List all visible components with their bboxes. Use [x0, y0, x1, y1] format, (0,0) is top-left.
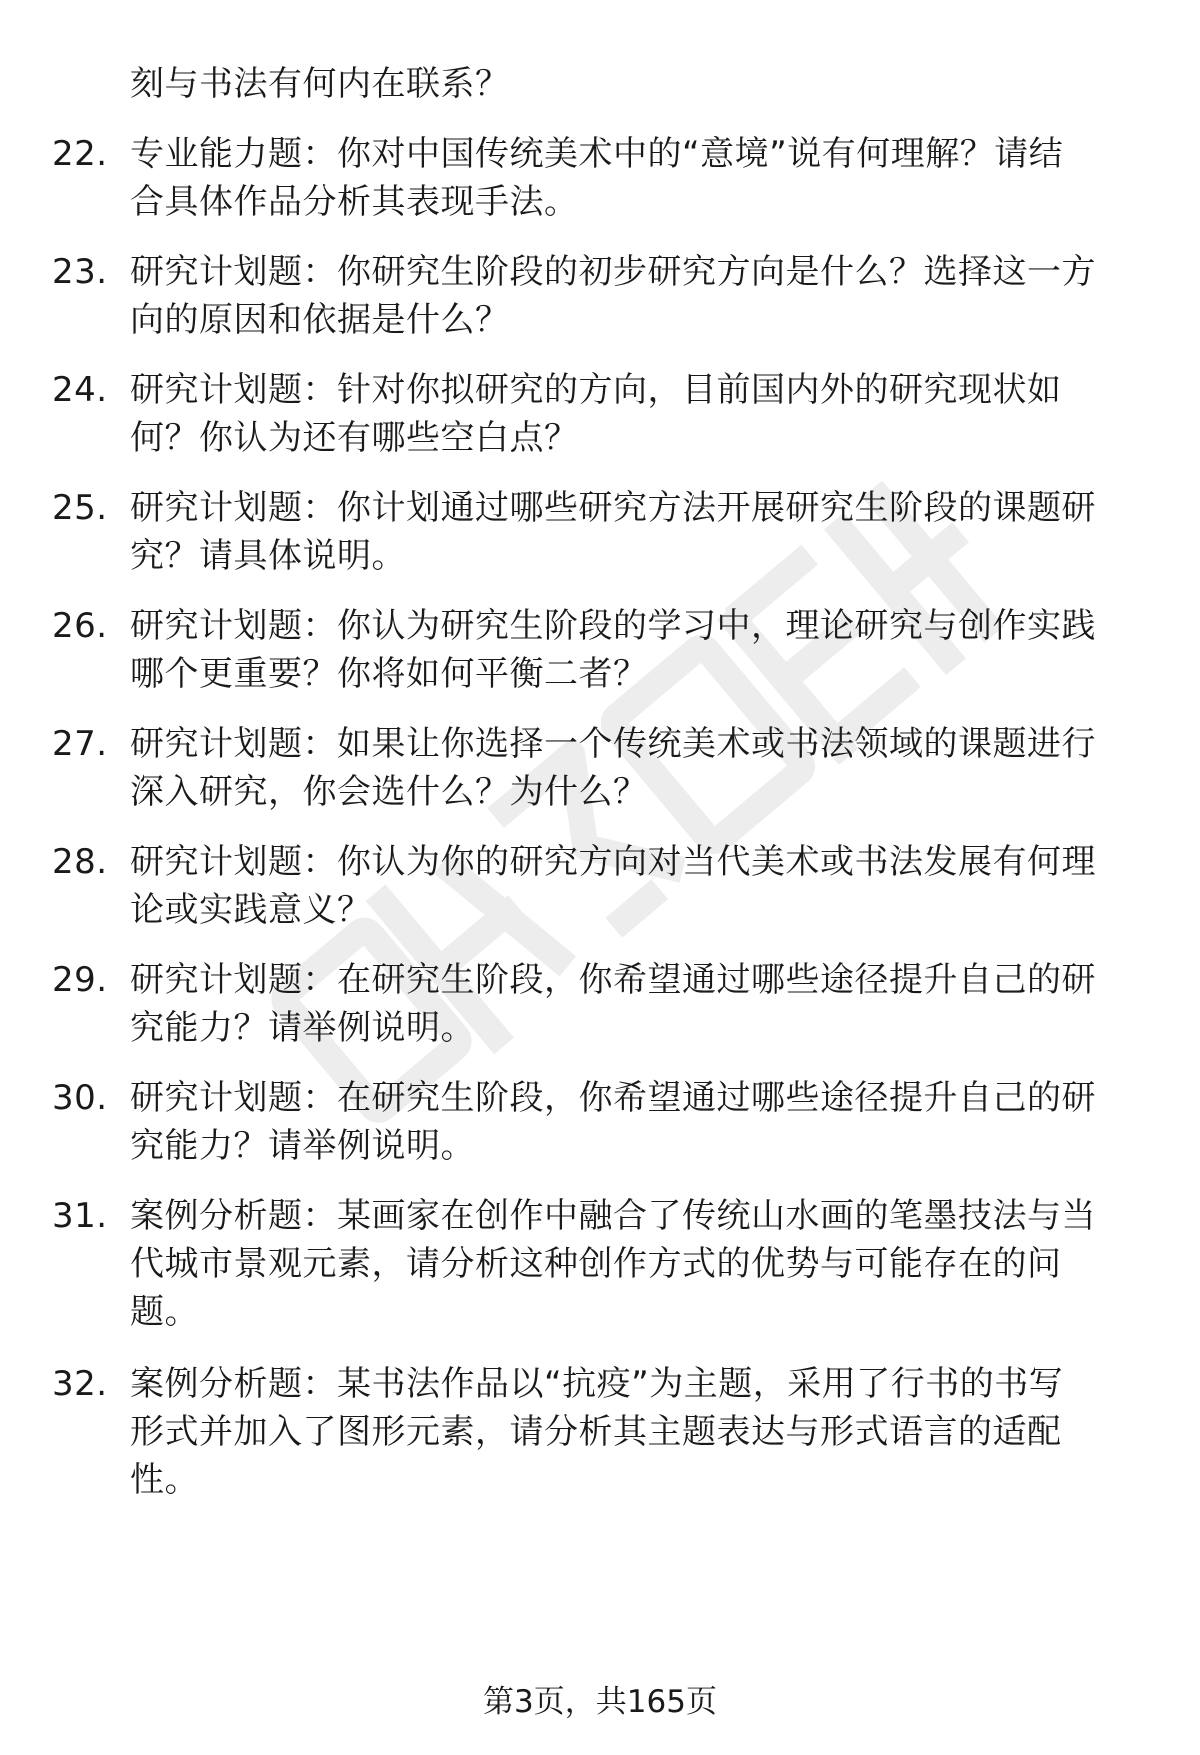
question-text	[130, 248, 1140, 344]
question-number: 30.	[52, 1078, 108, 1118]
question-text	[130, 838, 1140, 934]
question-text	[130, 130, 1140, 226]
question-line: 案例分析题：某书法作品以“抗疫”为主题，采用了行书的书写	[130, 1364, 1064, 1404]
continuation-text: 刻与书法有何内在联系？	[130, 64, 510, 104]
question-line: 何？你认为还有哪些空白点？	[130, 418, 579, 458]
question-line: 合具体作品分析其表现手法。	[130, 182, 579, 222]
question-line: 代城市景观元素，请分析这种创作方式的优势与可能存在的问	[130, 1244, 1062, 1284]
question-line: 案例分析题：某画家在创作中融合了传统山水画的笔墨技法与当	[130, 1196, 1096, 1236]
question-line: 性。	[130, 1460, 199, 1500]
question-line: 究？请具体说明。	[130, 536, 406, 576]
question-line: 题。	[130, 1292, 199, 1332]
question-line: 论或实践意义？	[130, 890, 372, 930]
question-number: 24.	[52, 370, 108, 410]
question-line: 研究计划题：在研究生阶段，你希望通过哪些途径提升自己的研	[130, 1078, 1096, 1118]
question-line: 形式并加入了图形元素，请分析其主题表达与形式语言的适配	[130, 1412, 1062, 1452]
question-line: 研究计划题：你计划通过哪些研究方法开展研究生阶段的课题研	[130, 488, 1096, 528]
question-text	[130, 1360, 1140, 1504]
question-number: 26.	[52, 606, 108, 646]
question-line: 研究计划题：你研究生阶段的初步研究方向是什么？选择这一方	[130, 252, 1096, 292]
question-line: 究能力？请举例说明。	[130, 1126, 475, 1166]
question-line: 研究计划题：针对你拟研究的方向，目前国内外的研究现状如	[130, 370, 1062, 410]
question-number: 27.	[52, 724, 108, 764]
question-text	[130, 1074, 1140, 1170]
question-text	[130, 602, 1140, 698]
question-line: 究能力？请举例说明。	[130, 1008, 475, 1048]
question-line: 研究计划题：在研究生阶段，你希望通过哪些途径提升自己的研	[130, 960, 1096, 1000]
question-text	[130, 956, 1140, 1052]
question-number: 22.	[52, 134, 108, 174]
question-text	[130, 366, 1140, 462]
question-text	[130, 484, 1140, 580]
question-number: 32.	[52, 1364, 108, 1404]
question-line: 研究计划题：你认为你的研究方向对当代美术或书法发展有何理	[130, 842, 1096, 882]
question-number: 23.	[52, 252, 108, 292]
question-number: 28.	[52, 842, 108, 882]
question-line: 深入研究，你会选什么？为什么？	[130, 772, 648, 812]
question-number: 31.	[52, 1196, 108, 1236]
question-line: 哪个更重要？你将如何平衡二者？	[130, 654, 648, 694]
question-line: 向的原因和依据是什么？	[130, 300, 510, 340]
page-footer: 第3页，共165页	[483, 1684, 717, 1720]
question-text	[130, 720, 1140, 816]
question-line: 专业能力题：你对中国传统美术中的“意境”说有何理解？请结	[130, 134, 1064, 174]
question-text	[130, 1192, 1140, 1336]
question-line: 研究计划题：如果让你选择一个传统美术或书法领域的课题进行	[130, 724, 1096, 764]
question-line: 研究计划题：你认为研究生阶段的学习中，理论研究与创作实践	[130, 606, 1096, 646]
question-number: 29.	[52, 960, 108, 1000]
question-number: 25.	[52, 488, 108, 528]
